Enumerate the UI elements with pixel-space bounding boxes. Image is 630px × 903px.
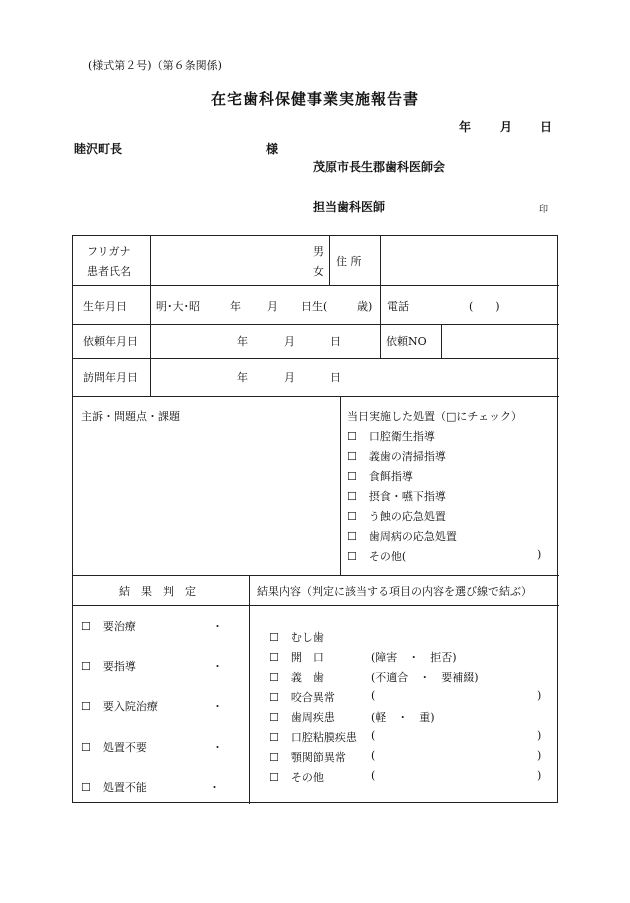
request-date-label: 依頼年月日 — [83, 335, 138, 348]
treatment-item[interactable]: ☐ 義歯の清掃指導 — [347, 450, 446, 463]
checkbox-icon[interactable]: ☐ — [81, 781, 91, 794]
male-option[interactable]: 男 — [313, 245, 324, 258]
result-detail: ( — [371, 689, 376, 702]
judgment-dot[interactable]: ・ — [212, 620, 223, 633]
treatment-item[interactable]: ☐ 口腔衛生指導 — [347, 430, 435, 443]
col-divider — [441, 324, 442, 358]
judgment-item[interactable]: ☐ 処置不要 — [81, 741, 147, 754]
era-options[interactable]: 明･大･昭 — [156, 300, 200, 313]
result-detail: ( — [371, 769, 376, 782]
treatment-item[interactable]: ☐ う蝕の応急処置 — [347, 510, 446, 523]
result-item[interactable]: ☐ その他 — [269, 771, 324, 784]
checkbox-icon[interactable]: ☐ — [347, 510, 357, 523]
report-form — [72, 235, 558, 803]
treatment-item[interactable]: ☐ その他( — [347, 550, 407, 563]
request-no-field[interactable] — [443, 326, 557, 356]
visit-day: 日 — [330, 371, 341, 384]
checkbox-icon[interactable]: ☐ — [347, 470, 357, 483]
checkbox-icon[interactable]: ☐ — [81, 620, 91, 633]
result-item[interactable]: ☐ 口腔粘膜疾患 — [269, 731, 357, 744]
result-item[interactable]: ☐ 開 口 — [269, 651, 324, 664]
address-label: 住 所 — [336, 255, 362, 268]
other-close-paren: ) — [537, 548, 542, 561]
row-divider — [73, 324, 559, 325]
result-item[interactable]: ☐ 顎関節異常 — [269, 751, 346, 764]
doctor-label: 担当歯科医師 — [313, 200, 386, 214]
checkbox-icon[interactable]: ☐ — [81, 700, 91, 713]
association-name: 茂原市長生郡歯科医師会 — [313, 160, 446, 174]
honorific: 様 — [266, 142, 279, 156]
judgment-item[interactable]: ☐ 要指導 — [81, 660, 136, 673]
row-divider — [73, 605, 559, 606]
result-detail: ( — [371, 749, 376, 762]
checkbox-icon[interactable]: ☐ — [269, 631, 279, 644]
judgment-dot[interactable]: ・ — [212, 700, 223, 713]
request-month: 月 — [284, 335, 295, 348]
checkbox-icon[interactable]: ☐ — [269, 691, 279, 704]
checkbox-icon[interactable]: ☐ — [269, 771, 279, 784]
checkbox-icon[interactable]: ☐ — [347, 530, 357, 543]
result-close-paren: ) — [537, 749, 542, 762]
complaint-label: 主訴・問題点・課題 — [81, 410, 180, 423]
checkbox-icon[interactable]: ☐ — [269, 651, 279, 664]
checkbox-icon[interactable]: ☐ — [347, 490, 357, 503]
judgment-dot[interactable]: ・ — [212, 660, 223, 673]
age-label: 歳) — [357, 300, 373, 313]
col-divider — [380, 236, 381, 285]
phone-label: 電話 — [387, 300, 409, 313]
checkbox-icon[interactable]: ☐ — [269, 731, 279, 744]
result-close-paren: ) — [537, 689, 542, 702]
checkbox-icon[interactable]: ☐ — [269, 711, 279, 724]
judgment-dot[interactable]: ・ — [209, 781, 220, 794]
female-option[interactable]: 女 — [313, 265, 324, 278]
row-divider — [73, 575, 559, 576]
result-item[interactable]: ☐ 咬合異常 — [269, 691, 335, 704]
furigana-label: フリガナ — [87, 245, 131, 258]
visit-month: 月 — [284, 371, 295, 384]
dob-month: 月 — [267, 300, 278, 313]
addressee: 睦沢町長 — [74, 142, 123, 156]
result-detail: (軽 ・ 重) — [371, 711, 435, 724]
judgment-heading: 結 果 判 定 — [119, 585, 196, 598]
judgment-item[interactable]: ☐ 処置不能 — [81, 781, 147, 794]
result-close-paren: ) — [537, 729, 542, 742]
visit-year: 年 — [237, 371, 248, 384]
result-item[interactable]: ☐ むし歯 — [269, 631, 324, 644]
form-number: (様式第２号)（第６条関係) — [88, 59, 222, 72]
patient-name-field[interactable] — [151, 237, 329, 284]
col-divider — [340, 396, 341, 575]
checkbox-icon[interactable]: ☐ — [347, 430, 357, 443]
row-divider — [73, 358, 559, 359]
judgment-item[interactable]: ☐ 要入院治療 — [81, 700, 158, 713]
treatment-item[interactable]: ☐ 食餌指導 — [347, 470, 413, 483]
row-divider — [73, 396, 559, 397]
result-detail: (障害 ・ 拒否) — [371, 651, 457, 664]
dob-label: 生年月日 — [83, 300, 127, 313]
result-item[interactable]: ☐ 義 歯 — [269, 671, 324, 684]
result-detail: ( — [371, 729, 376, 742]
patient-name-label: 患者氏名 — [87, 265, 131, 278]
dob-day: 日生( — [301, 300, 328, 313]
treatment-item[interactable]: ☐ 歯周病の応急処置 — [347, 530, 457, 543]
checkbox-icon[interactable]: ☐ — [347, 550, 357, 563]
treatment-heading: 当日実施した処置（□にチェック） — [347, 410, 523, 423]
result-detail: (不適合 ・ 要補綴) — [371, 671, 479, 684]
results-heading: 結果内容（判定に該当する項目の内容を選び線で結ぶ） — [257, 585, 532, 598]
checkbox-icon[interactable]: ☐ — [347, 450, 357, 463]
page-title: 在宅歯科保健事業実施報告書 — [210, 90, 419, 108]
judgment-item[interactable]: ☐ 要治療 — [81, 620, 136, 633]
col-divider — [380, 285, 381, 358]
checkbox-icon[interactable]: ☐ — [269, 751, 279, 764]
phone-field[interactable]: ( ) — [469, 300, 500, 313]
result-close-paren: ) — [537, 769, 542, 782]
date-day: 日 — [540, 120, 553, 134]
date-month: 月 — [500, 120, 513, 134]
checkbox-icon[interactable]: ☐ — [269, 671, 279, 684]
visit-date-label: 訪問年月日 — [83, 371, 138, 384]
judgment-dot[interactable]: ・ — [212, 741, 223, 754]
request-day: 日 — [330, 335, 341, 348]
request-no-label: 依頼NO — [386, 335, 427, 348]
checkbox-icon[interactable]: ☐ — [81, 660, 91, 673]
seal-mark: 印 — [539, 205, 549, 215]
dob-year: 年 — [230, 300, 241, 313]
complaint-field[interactable] — [77, 426, 337, 571]
result-item[interactable]: ☐ 歯周疾患 — [269, 711, 335, 724]
col-divider — [329, 236, 330, 285]
address-field[interactable] — [382, 237, 558, 284]
treatment-item[interactable]: ☐ 摂食・嚥下指導 — [347, 490, 446, 503]
col-divider — [249, 575, 250, 804]
request-year: 年 — [237, 335, 248, 348]
date-year: 年 — [459, 120, 472, 134]
checkbox-icon[interactable]: ☐ — [81, 741, 91, 754]
row-divider — [73, 285, 559, 286]
